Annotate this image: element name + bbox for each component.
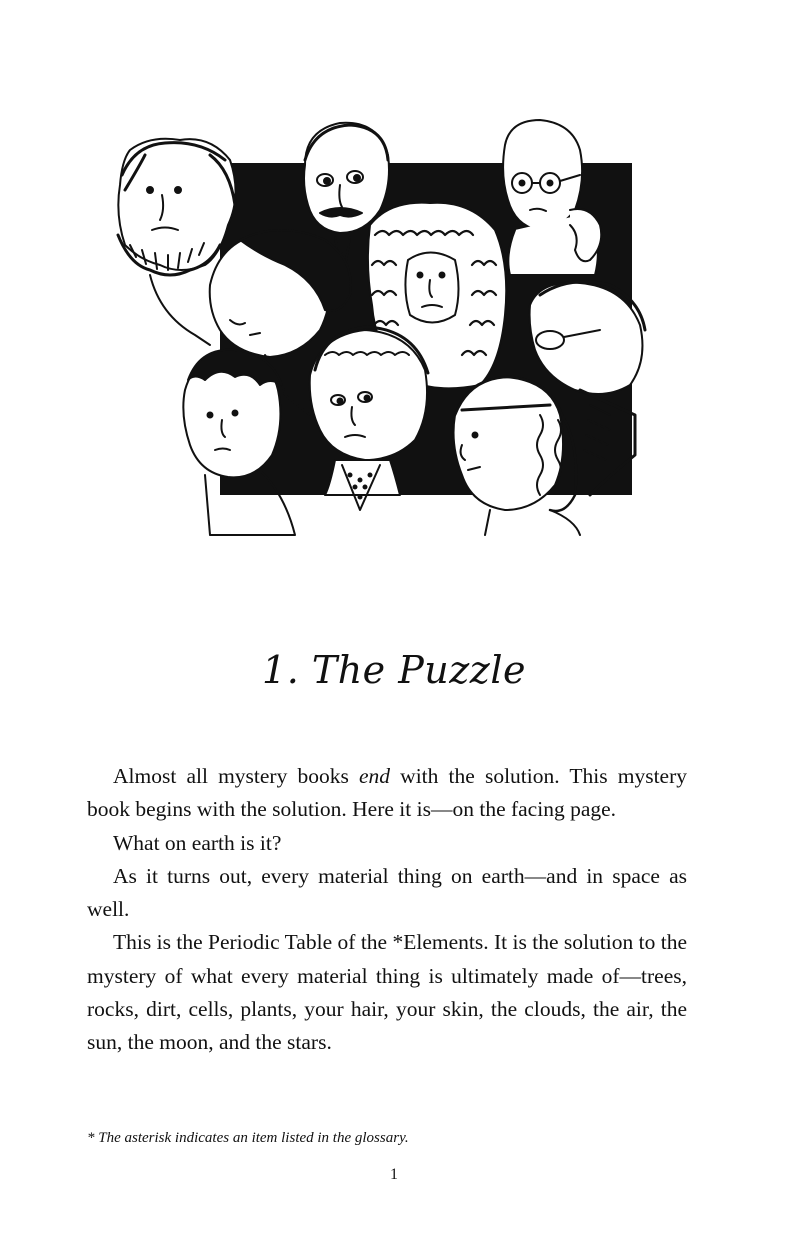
paragraph-4: This is the Periodic Table of the *Elements. It is the solution to the mystery of what every material thing is ultimately made of—trees, rocks, dirt, cells, plants, your hair, your skin, the clouds, the air, the sun, the moon, and the stars.	[87, 930, 687, 1055]
paragraph-1-emphasis: end	[359, 764, 391, 788]
paragraph-1-before: Almost all mystery books	[113, 764, 359, 788]
chapter-title: 1. The Puzzle	[262, 648, 526, 692]
page-number: 1	[390, 1166, 398, 1183]
footnote: * The asterisk indicates an item listed in the glossary.	[87, 1130, 409, 1146]
scientists-illustration	[110, 115, 650, 540]
paragraph-3: As it turns out, every material thing on earth—and in space as well.	[87, 863, 687, 922]
chapter-body	[87, 760, 687, 1060]
paragraph-1	[87, 760, 687, 827]
paragraph-2: What on earth is it?	[113, 830, 282, 855]
paragraph-1-after: with the solution. This mystery book begins with the solution. Here it is—on the facing page.	[87, 764, 687, 822]
